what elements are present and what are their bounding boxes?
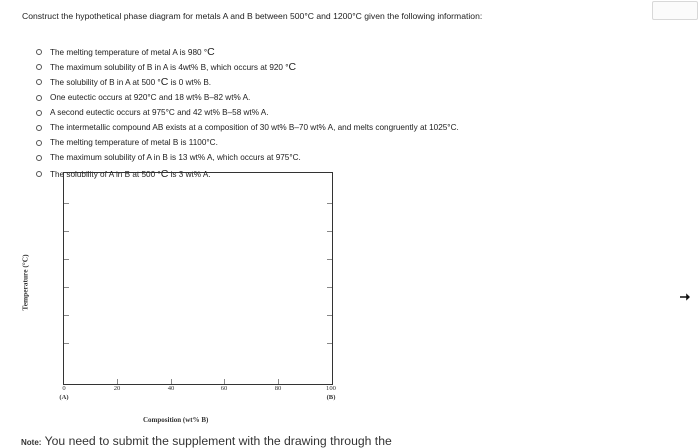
info-item-1 [36, 46, 459, 61]
bullet-icon [36, 95, 42, 101]
x-tick-label: 100 [326, 385, 336, 392]
axis-tick [327, 259, 332, 260]
metal-a-label: (A) [59, 394, 69, 401]
bullet-icon [36, 110, 42, 116]
axis-tick [327, 203, 332, 204]
note-prefix: Note: [21, 438, 42, 447]
axis-tick [327, 231, 332, 232]
bullet-icon [36, 64, 42, 70]
unit-text: C [288, 61, 297, 74]
x-tick-label: 60 [220, 385, 228, 392]
info-item-text: A second eutectic occurs at 975°C and 42 wt% B–58 wt% A. [50, 107, 269, 117]
axis-tick [224, 379, 225, 384]
x-tick-label: 0 [62, 385, 66, 392]
axis-tick [327, 315, 332, 316]
info-item-text: The solubility of B in A at 500 ° [50, 78, 161, 88]
axis-tick [64, 203, 69, 204]
metal-b-label: (B) [326, 394, 336, 401]
info-item-8 [36, 152, 459, 167]
bullet-icon [36, 140, 42, 146]
bullet-icon [36, 171, 42, 177]
unit-text: C [160, 167, 169, 180]
info-item-tail: is 3 wt% A. [168, 169, 211, 179]
info-item-text: The solubility of A in B at 500 ° [50, 169, 161, 179]
info-item-tail: is 0 wt% B. [168, 78, 212, 88]
axis-tick [278, 379, 279, 384]
x-tick-label: 20 [113, 385, 121, 392]
bullet-icon [36, 79, 42, 85]
unit-text: C [207, 46, 215, 58]
axis-tick [171, 379, 172, 384]
bullet-icon [36, 49, 42, 55]
info-item-text: The intermetallic compound AB exists at a composition of 30 wt% B–70 wt% A, and melts congruently at 1025°C. [50, 122, 459, 132]
cursor-arrow-icon [679, 291, 691, 303]
x-tick-label: 40 [167, 385, 175, 392]
note-line [21, 434, 491, 448]
axis-tick [64, 287, 69, 288]
answer-box[interactable] [652, 1, 698, 20]
bullet-icon [36, 125, 42, 131]
info-item-2 [36, 61, 459, 76]
info-item-5 [36, 107, 459, 122]
axis-tick [327, 343, 332, 344]
info-item-text: The maximum solubility of B in A is 4wt% B, which occurs at 920 ° [50, 63, 289, 73]
axis-tick [117, 379, 118, 384]
unit-text: C [160, 76, 169, 89]
info-item-4 [36, 92, 459, 107]
question-title: Construct the hypothetical phase diagram for metals A and B between 500°C and 1200°C given the following information: [22, 11, 483, 21]
phase-diagram-frame [63, 169, 333, 385]
info-item-text: The maximum solubility of A in B is 13 wt% A, which occurs at 975°C. [50, 153, 301, 163]
info-item-text: The melting temperature of metal B is 1100°C. [50, 138, 218, 148]
info-list [36, 46, 459, 183]
x-axis-label: Composition (wt% B) [143, 416, 209, 424]
info-item-6 [36, 122, 459, 137]
info-item-text: One eutectic occurs at 920°C and 18 wt% B–82 wt% A. [50, 92, 251, 102]
axis-tick [64, 315, 69, 316]
bullet-icon [36, 155, 42, 161]
axis-tick [64, 259, 69, 260]
axis-tick [327, 287, 332, 288]
axis-tick [64, 231, 69, 232]
info-item-7 [36, 137, 459, 152]
x-tick-label: 80 [274, 385, 282, 392]
info-item-text: The melting temperature of metal A is 980 ° [50, 48, 208, 57]
note-text: You need to submit the supplement with the drawing through the [44, 434, 392, 448]
info-item-3 [36, 76, 459, 91]
y-axis-label: Temperature (°C) [20, 254, 30, 311]
axis-tick [64, 343, 69, 344]
